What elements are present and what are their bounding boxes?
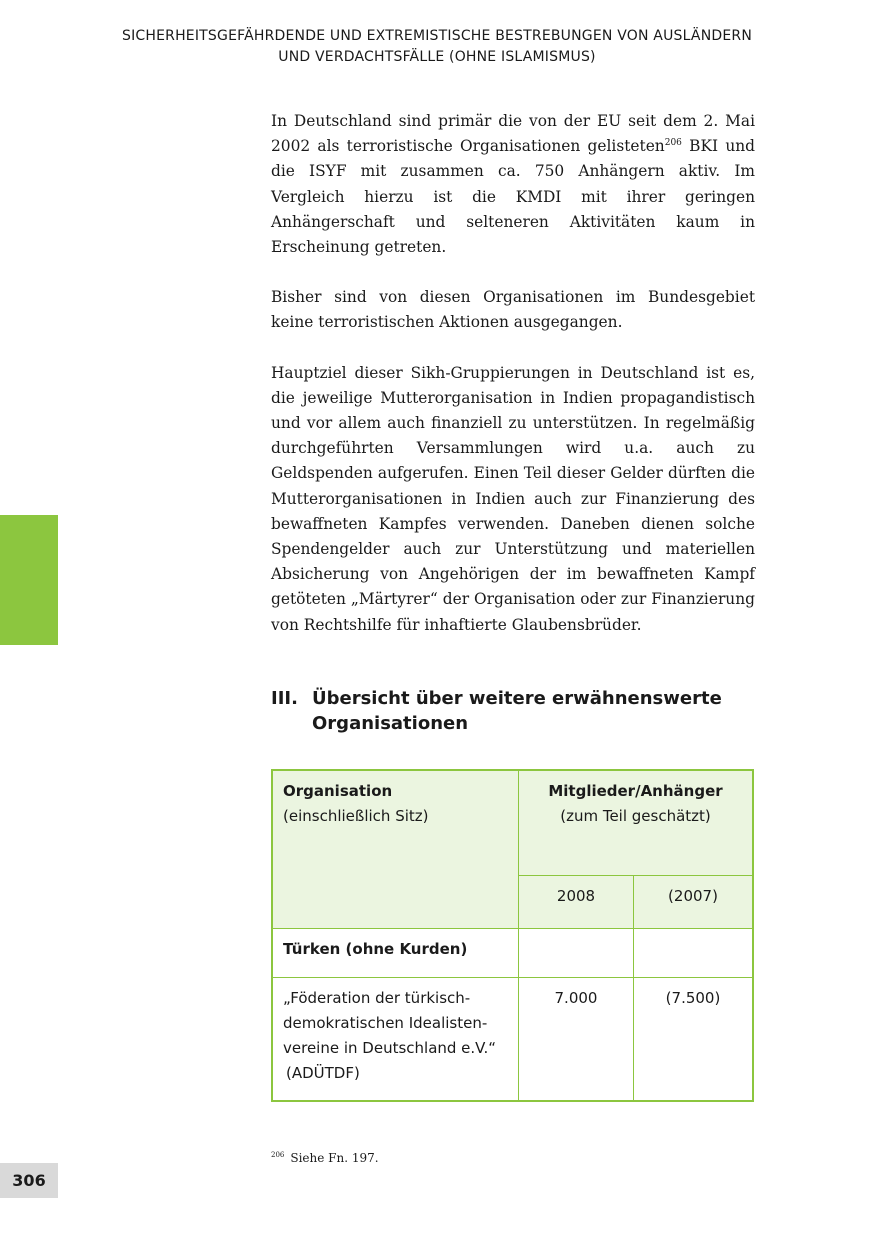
org-name-line-1: „Föderation der türkisch-: [283, 989, 471, 1007]
header-members: [519, 770, 754, 875]
page-number: 306: [0, 1163, 58, 1198]
organisations-table: [271, 769, 754, 1102]
section-number: III.: [271, 688, 298, 709]
paragraph-3: Hauptziel dieser Sikh-Gruppierungen in Deutschland ist es, die jeweilige Mutterorganisation in Indien propagandistisch und vor allem auch finanziell zu unterstützen. In regelmäßig durchgeführten Versammlungen wird u.a. auch zu Geldspenden aufgerufen. Einen Teil dieser Gelder dürften die Mutterorganisationen in Indien auch zur Finanzierung des bewaffneten Kampfes verwenden. Daneben dienen solche Spendengelder auch zur Unterstützung und materiellen Absicherung von Angehörigen der im bewaffneten Kampf getöteten „Märtyrer“ der Organisation oder zur Finanzierung von Rechtshilfe für inhaftierte Glaubensbrüder.: [271, 363, 755, 634]
paragraph-1-text-a: In Deutschland sind primär die von der EU seit dem 2. Mai 2002 als terroristische Organisationen gelisteten: [271, 112, 755, 156]
footnote-number: 206: [271, 1151, 285, 1159]
header-year-2007: (2007): [634, 875, 754, 928]
running-header: [0, 26, 874, 68]
group-empty-2008: [519, 929, 634, 978]
body-text: [271, 109, 755, 663]
org-name-line-3: vereine in Deutschland e.V.“: [283, 1039, 497, 1057]
paragraph-1-text-b: BKI und die ISYF mit zusammen ca. 750 Anhängern aktiv. Im Vergleich hierzu ist die KMDI mit ihrer geringen Anhängerschaft und selteneren Aktivitäten kaum in Erscheinung getreten.: [271, 137, 755, 257]
group-label-cell: Türken (ohne Kurden): [272, 929, 519, 978]
header-members-title: Mitglieder/Anhänger: [548, 782, 723, 800]
header-organisation-title: Organisation: [283, 782, 393, 800]
paragraph-1: [271, 109, 755, 260]
org-name-line-2: demokratischen Idealisten-: [283, 1014, 488, 1032]
org-value-2008: 7.000: [519, 978, 634, 1102]
section-heading: [271, 686, 755, 736]
running-header-line-2: UND VERDACHTSFÄLLE (OHNE ISLAMISMUS): [278, 49, 596, 65]
paragraph-2: Bisher sind von diesen Organisationen im Bundesgebiet keine terroristischen Aktionen ausgegangen.: [271, 288, 755, 332]
header-organisation-sub: (einschließlich Sitz): [283, 807, 429, 825]
table-group-row: [272, 929, 753, 978]
chapter-tab-marker: [0, 515, 58, 645]
org-value-2007: (7.500): [634, 978, 754, 1102]
header-members-sub: (zum Teil geschätzt): [560, 807, 711, 825]
footnote-ref-206[interactable]: 206: [664, 138, 682, 149]
org-name-cell: [272, 978, 519, 1102]
header-year-2008: 2008: [519, 875, 634, 928]
table-row: [272, 978, 753, 1102]
header-organisation: [272, 770, 519, 929]
table-header-row: [272, 770, 753, 875]
footnote: [271, 1146, 379, 1167]
footnote-text: Siehe Fn. 197.: [290, 1151, 379, 1165]
section-title: Übersicht über weitere erwähnenswerte Organisationen: [312, 688, 722, 734]
group-empty-2007: [634, 929, 754, 978]
running-header-line-1: SICHERHEITSGEFÄHRDENDE UND EXTREMISTISCHE BESTREBUNGEN VON AUSLÄNDERN: [121, 28, 752, 44]
org-name-line-4: (ADÜTDF): [286, 1064, 360, 1082]
